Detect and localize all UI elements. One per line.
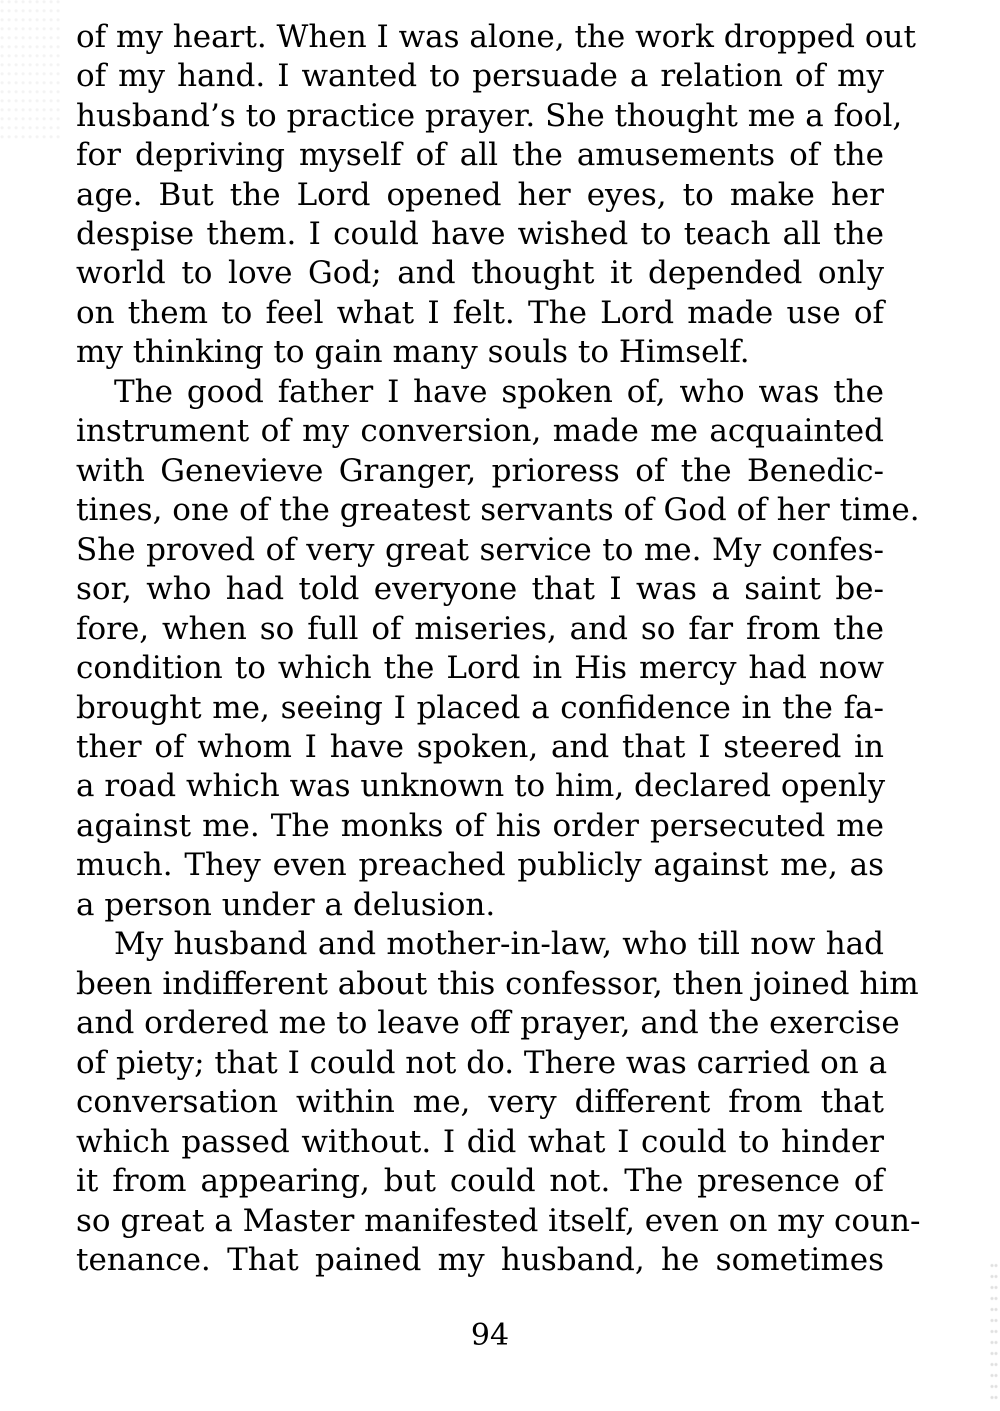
text-line: tenance. That pained my husband, he sometimes xyxy=(76,1242,884,1278)
text-line: much. They even preached publicly against me, as xyxy=(76,847,884,883)
text-line: of my hand. I wanted to persuade a relation of my xyxy=(76,58,884,94)
text-line: world to love God; and thought it depended only xyxy=(76,255,884,291)
scan-speckle-right xyxy=(990,1260,998,1400)
text-line: sor, who had told everyone that I was a saint be- xyxy=(76,571,884,607)
scan-speckle xyxy=(0,0,60,140)
text-line: fore, when so full of miseries, and so far from the xyxy=(76,611,884,647)
text-line: My husband and mother-in-law, who till now had xyxy=(114,926,884,962)
text-line: age. But the Lord opened her eyes, to make her xyxy=(76,177,884,213)
text-line: of piety; that I could not do. There was carried on a xyxy=(76,1045,888,1081)
text-line: husband’s to practice prayer. She thought me a fool, xyxy=(76,98,903,134)
text-line: my thinking to gain many souls to Himself. xyxy=(76,334,750,370)
text-line: ther of whom I have spoken, and that I steered in xyxy=(76,729,884,765)
text-line: brought me, seeing I placed a confidence in the fa- xyxy=(76,690,884,726)
text-line: instrument of my conversion, made me acquainted xyxy=(76,413,884,449)
text-line: a person under a delusion. xyxy=(76,887,496,923)
text-line: been indifferent about this confessor, then joined him xyxy=(76,966,919,1002)
text-line: and ordered me to leave off prayer, and the exercise xyxy=(76,1005,900,1041)
text-line: for depriving myself of all the amusements of the xyxy=(76,137,884,173)
text-line: despise them. I could have wished to teach all the xyxy=(76,216,884,252)
page-number: 94 xyxy=(470,1318,510,1353)
text-line: it from appearing, but could not. The presence of xyxy=(76,1163,884,1199)
text-line: condition to which the Lord in His mercy had now xyxy=(76,650,884,686)
text-line: conversation within me, very different from that xyxy=(76,1084,884,1120)
text-line: She proved of very great service to me. My confes- xyxy=(76,532,884,568)
text-line: The good father I have spoken of, who was the xyxy=(114,374,884,410)
text-line: so great a Master manifested itself, even on my coun- xyxy=(76,1203,921,1239)
text-line: against me. The monks of his order persecuted me xyxy=(76,808,884,844)
text-line: tines, one of the greatest servants of God of her time. xyxy=(76,492,920,528)
text-line: a road which was unknown to him, declared openly xyxy=(76,768,886,804)
text-line: of my heart. When I was alone, the work dropped out xyxy=(76,19,916,55)
text-line: with Genevieve Granger, prioress of the Benedic- xyxy=(76,453,884,489)
text-line: on them to feel what I felt. The Lord made use of xyxy=(76,295,884,331)
text-line: which passed without. I did what I could to hinder xyxy=(76,1124,884,1160)
